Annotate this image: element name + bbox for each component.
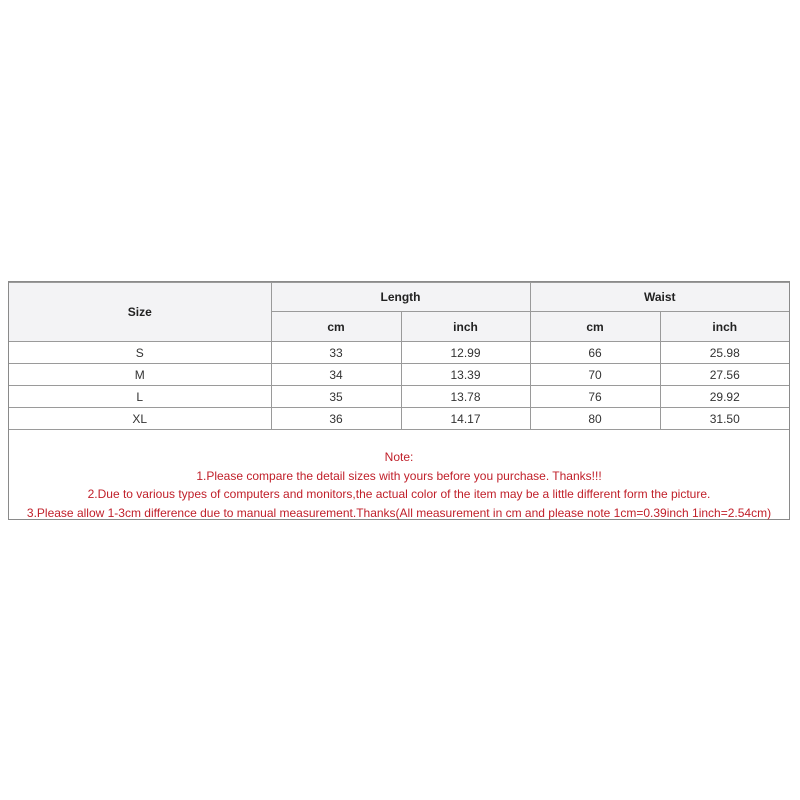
length-inch-cell: 12.99 xyxy=(401,342,530,364)
length-inch-cell: 13.78 xyxy=(401,386,530,408)
waist-cm-header: cm xyxy=(530,312,660,342)
length-cm-cell: 33 xyxy=(271,342,401,364)
size-cell: M xyxy=(9,364,271,386)
waist-inch-cell: 29.92 xyxy=(660,386,789,408)
size-chart xyxy=(8,281,790,520)
waist-group-header: Waist xyxy=(530,283,789,312)
waist-cm-cell: 76 xyxy=(530,386,660,408)
waist-cm-cell: 70 xyxy=(530,364,660,386)
note-line-3: 3.Please allow 1-3cm difference due to manual measurement.Thanks(All measurement in cm and please note 1cm=0.39inch 1inch=2.54cm) xyxy=(26,505,772,520)
waist-cm-cell: 66 xyxy=(530,342,660,364)
note-line-1: 1.Please compare the detail sizes with yours before you purchase. Thanks!!! xyxy=(196,468,602,483)
waist-inch-cell: 27.56 xyxy=(660,364,789,386)
length-inch-cell: 13.39 xyxy=(401,364,530,386)
size-column-header: Size xyxy=(9,283,271,342)
size-cell: L xyxy=(9,386,271,408)
table-row xyxy=(9,408,789,430)
note-title: Note: xyxy=(384,450,414,464)
length-inch-cell: 14.17 xyxy=(401,408,530,430)
waist-inch-cell: 31.50 xyxy=(660,408,789,430)
length-cm-cell: 36 xyxy=(271,408,401,430)
table-row xyxy=(9,342,789,364)
length-cm-cell: 35 xyxy=(271,386,401,408)
waist-cm-cell: 80 xyxy=(530,408,660,430)
length-group-header: Length xyxy=(271,283,530,312)
size-table xyxy=(9,282,789,430)
length-inch-header: inch xyxy=(401,312,530,342)
table-header-row xyxy=(9,283,789,312)
table-row xyxy=(9,364,789,386)
waist-inch-cell: 25.98 xyxy=(660,342,789,364)
size-cell: XL xyxy=(9,408,271,430)
length-cm-cell: 34 xyxy=(271,364,401,386)
size-cell: S xyxy=(9,342,271,364)
waist-inch-header: inch xyxy=(660,312,789,342)
length-cm-header: cm xyxy=(271,312,401,342)
notes-section xyxy=(9,429,789,522)
table-row xyxy=(9,386,789,408)
note-line-2: 2.Due to various types of computers and monitors,the actual color of the item may be a little different form the picture. xyxy=(87,487,711,501)
